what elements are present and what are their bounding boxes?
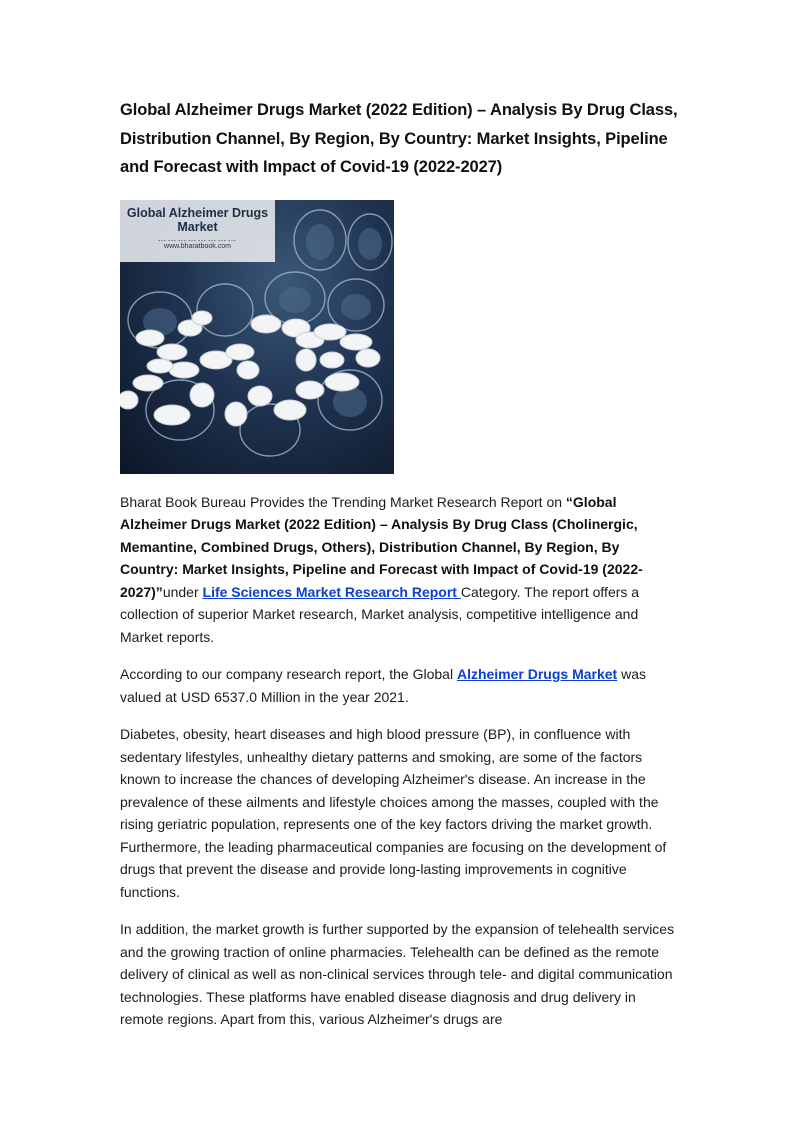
- intro-text: Bharat Book Bureau Provides the Trending Market Research Report on: [120, 493, 566, 510]
- market-value-rest: was valued at USD 6537.0 Million in the year 2021.: [120, 666, 647, 705]
- report-cover-image: [120, 200, 394, 474]
- paragraph-drivers: Diabetes, obesity, heart diseases and high blood pressure (BP), in confluence with sedentary lifestyles, unhealthy dietary patterns and smoking, are some of the factors known to increase the chances of developing Alzheimer's disease. An increase in the prevalence of these ailments and lifestyle choices among the masses, coupled with the rising geriatric population, represents one of the key factors driving the market growth. Furthermore, the leading pharmaceutical companies are focusing on the development of drugs that prevent the disease and provide long-lasting improvements in cognitive functions.: [120, 726, 667, 900]
- document-page: [120, 96, 680, 1031]
- report-full-name: “Global Alzheimer Drugs Market (2022 Edition) – Analysis By Drug Class (Cholinergic, Memantine, Combined Drugs, Others), Distribution Channel, By Region, By Country: Market Insights, Pipeline and Forecast with Impact of Covid-19 (2022-2027)”: [120, 493, 643, 600]
- paragraph-telehealth: In addition, the market growth is further supported by the expansion of telehealth services and the growing traction of online pharmacies. Telehealth can be defined as the remote delivery of clinical as well as non-clinical services through tele- and digital communication technologies. These platforms have enabled disease diagnosis and drug delivery in remote regions. Apart from this, various Alzheimer's drugs are: [120, 921, 675, 1027]
- cover-caption-url: www.bharatbook.com: [164, 242, 231, 250]
- cover-caption-title-line1: Global Alzheimer Drugs: [126, 205, 269, 220]
- cover-caption: [120, 200, 275, 262]
- life-sciences-category-link[interactable]: Life Sciences Market Research Report: [202, 583, 461, 600]
- intro-rest-text: Category. The report offers a collection of superior Market research, Market analysis, competitive intelligence and Market reports.: [120, 583, 640, 645]
- report-title: Global Alzheimer Drugs Market (2022 Edition) – Analysis By Drug Class, Distribution Channel, By Region, By Country: Market Insights, Pipeline and Forecast with Impact of Covid-19 (2022-2027): [120, 101, 678, 176]
- cover-caption-title-line2: Market: [177, 219, 218, 234]
- cover-caption-rule: ……………………: [157, 232, 238, 243]
- paragraph-market-value: [120, 663, 680, 708]
- under-text: under: [162, 583, 203, 600]
- market-value-intro: According to our company research report, the Global: [120, 666, 457, 682]
- paragraph-intro: [120, 491, 680, 649]
- alzheimer-drugs-market-link[interactable]: Alzheimer Drugs Market: [456, 666, 618, 682]
